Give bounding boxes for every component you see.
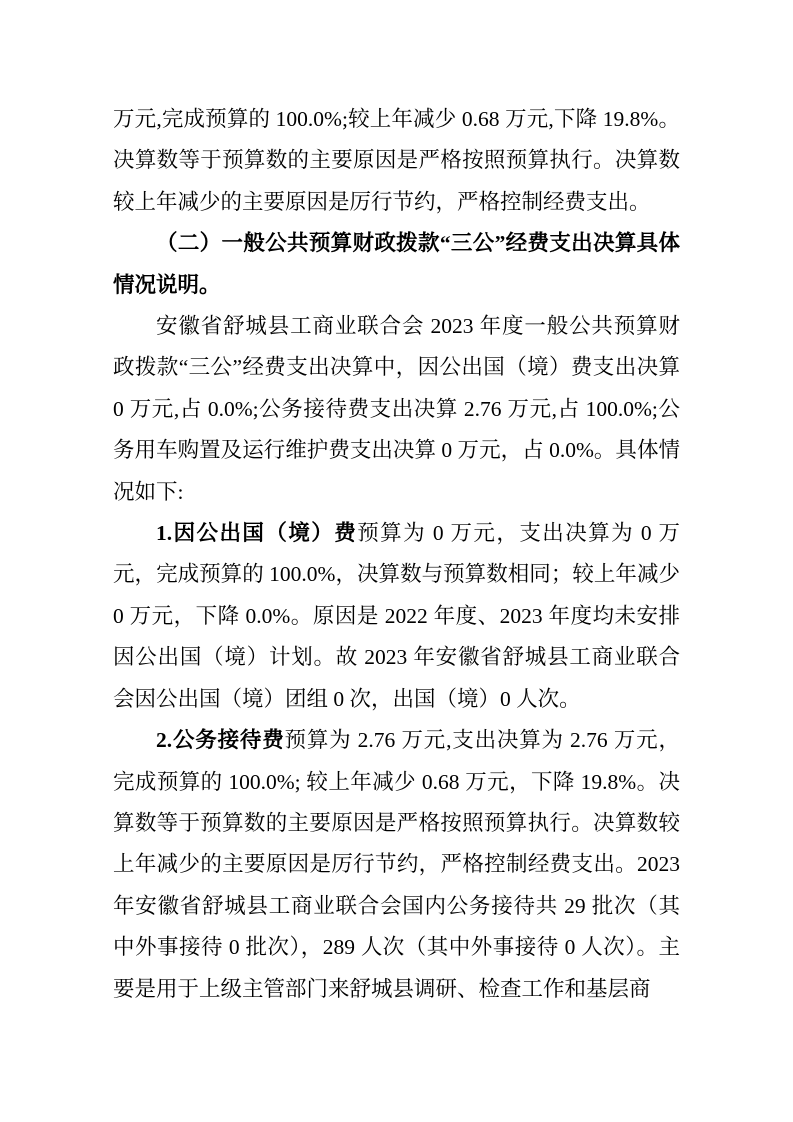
item-1-text: 预算为 0 万元，支出决算为 0 万元，完成预算的 100.0%，决算数与预算数相同；较上年减少 0 万元，下降 0.0%。原因是 2022 年度、2023 年度均未安排因公出国（境）计划。故 2023 年安徽省舒城县工商业联合会因公出国（境）团组 0 次，出国（境）0 人次。 xyxy=(113,521,680,711)
item-2-text: 预算为 2.76 万元,支出决算为 2.76 万元，完成预算的 100.0%; 较上年减少 0.68 万元，下降 19.8%。决算数等于预算数的主要原因是严格按照预算执行。决算数较上年减少的主要原因是厉行节约，严格控制经费支出。2023 年安徽省舒城县工商业联合会国内公务接待共 29 批次（其中外事接待 0 批次），289 人次（其中外事接待 0 人次）。主要是用于上级主管部门来舒城县调研、检查工作和基层商 xyxy=(113,728,680,1001)
paragraph-continuation xyxy=(113,99,680,223)
item-2-label: 2.公务接待费 xyxy=(156,728,285,753)
section-heading-text: （二）一般公共预算财政拨款“三公”经费支出决算具体情况说明。 xyxy=(113,231,680,297)
section-heading xyxy=(113,223,680,306)
paragraph-item-2 xyxy=(113,720,680,1010)
item-1-label: 1.因公出国（境）费 xyxy=(156,521,358,546)
paragraph-overview-text: 安徽省舒城县工商业联合会 2023 年度一般公共预算财政拨款“三公”经费支出决算中，因公出国（境）费支出决算 0 万元,占 0.0%;公务接待费支出决算 2.76 万元,占 100.0%;公务用车购置及运行维护费支出决算 0 万元，占 0.0%。具体情况如下: xyxy=(113,314,680,504)
paragraph-overview xyxy=(113,306,680,513)
document-body xyxy=(113,99,680,1010)
paragraph-continuation-text: 万元,完成预算的 100.0%;较上年减少 0.68 万元,下降 19.8%。决算数等于预算数的主要原因是严格按照预算执行。决算数较上年减少的主要原因是厉行节约，严格控制经费支出。 xyxy=(113,107,680,214)
paragraph-item-1 xyxy=(113,513,680,720)
